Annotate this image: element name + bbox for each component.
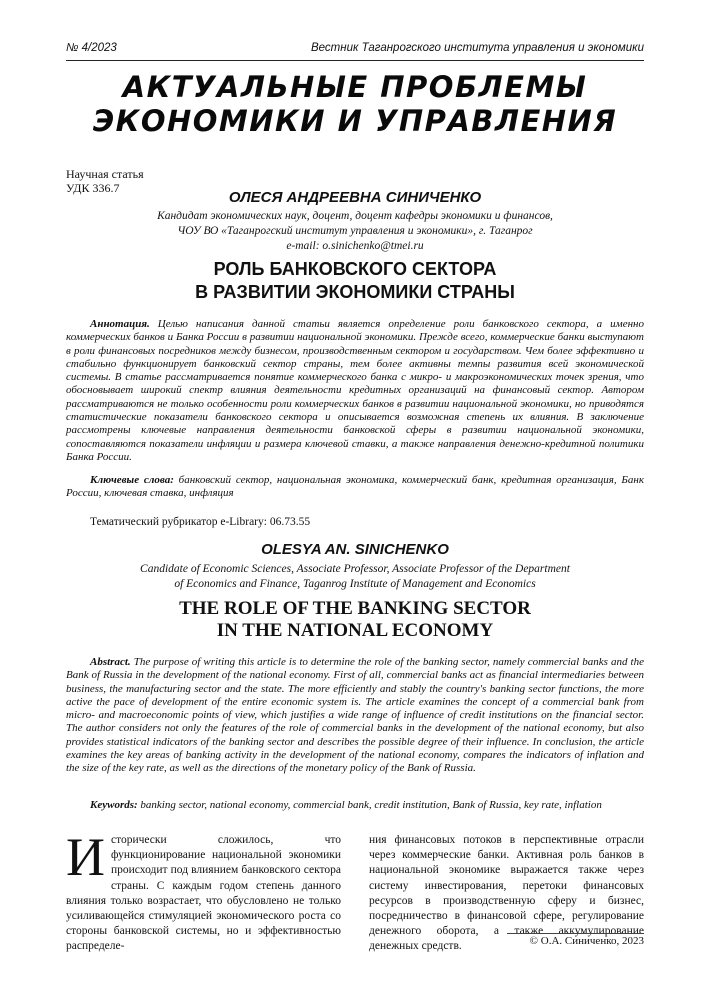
affiliation-ru-line2: ЧОУ ВО «Таганрогский институт управления и экономики», г. Таганрог [177, 225, 533, 237]
author-email: e-mail: o.sinichenko@tmei.ru [286, 240, 424, 252]
article-title-ru-line2: В РАЗВИТИИ ЭКОНОМИКИ СТРАНЫ [195, 282, 515, 302]
body-column-left [66, 827, 341, 955]
article-title-en-line1: THE ROLE OF THE BANKING SECTOR [179, 598, 531, 619]
header-rule [66, 60, 644, 61]
affiliation-en-line1: Candidate of Economic Sciences, Associate Professor, Associate Professor of the Department [140, 563, 570, 575]
journal-name: Вестник Таганрогского института управления и экономики [311, 42, 644, 54]
abstract-en-text: The purpose of writing this article is to determine the role of the banking sector, namely commercial banks and the Bank of Russia in the development of the national economy. First of all, commercial banks act as financial intermediaries between business, the manufacturing sector and the state. The more efficiently and stably the country's banking sector functions, the more active the pace of development of the entire economic system is. The article examines the concept of a commercial bank from micro- and macroeconomic points of view, which justifies a wide range of influence of credit institutions on the financial sector. The author considers not only the features of the role of commercial banks in the development of the national economy, but also provides statistical indicators of the banking sector and describes the possible degree of their influence. In conclusion, the article examines the key areas of banking activity in the development of the national economy, compares the indicators of inflation and the size of the key rate, as well as the directions of the monetary policy of the Bank of Russia. [66, 656, 644, 775]
section-title-line2: ЭКОНОМИКИ И УПРАВЛЕНИЯ [92, 104, 618, 138]
keywords-en [66, 799, 644, 812]
abstract-en-label: Abstract. [90, 656, 131, 668]
copyright-notice: © О.А. Синиченко, 2023 [529, 935, 644, 947]
keywords-en-label: Keywords: [90, 799, 138, 811]
author-name-en: OLESYA AN. SINICHENKO [261, 541, 449, 558]
drop-cap: И [66, 827, 105, 887]
article-title-ru-line1: РОЛЬ БАНКОВСКОГО СЕКТОРА [213, 259, 497, 279]
keywords-ru [66, 474, 644, 501]
body-right-text: ния финансовых потоков в перспективные отрасли через коммерческие банки. Активная роль банков в национальной экономике выражается также через систему инвестирования, перетоки финансовых ресурсов в производственную сферу и бизнес, посредничество в финансовой сфере, регулирование денежного оборота, а также аккумулирование денежных средств. [369, 834, 644, 953]
abstract-ru [66, 318, 644, 464]
issue-number: № 4/2023 [66, 42, 117, 54]
article-title-en [66, 598, 644, 642]
udc-code: УДК 336.7 [66, 181, 120, 195]
keywords-en-text: banking sector, national economy, commercial bank, credit institution, Bank of Russia, key rate, inflation [137, 799, 602, 811]
article-type: Научная статья [66, 167, 144, 181]
rubric-code: Тематический рубрикатор e-Library: 06.73.55 [90, 516, 311, 528]
abstract-ru-text: Целью написания данной статьи является определение роли банковского сектора, а именно коммерческих банков и Банка России в развитии национальной экономики. Прежде всего, коммерческие банки выступают в роли финансовых посредников между бизнесом, производственным сектором и государством. Чем более эффективно и стабильно функционирует банковский сектор страны, тем более активны темпы развития всей экономической системы. В статье рассматривается понятие коммерческого банка с микро- и макроэкономических точек зрения, что обосновывает широкий спектр влияния деятельности кредитных организаций на финансовый сектор. Автором рассматриваются не только особенности роли коммерческих банков в развитии национальной экономики, но приводятся статистические показатели банковского сектора и описывается возможная степень их влияния. В заключение рассмотрены ключевые направления деятельности банковской сферы в развитии национальной экономики, сопоставляются показатели инфляции и размера ключевой ставки, а также направления денежно-кредитной политики Банка России. [66, 318, 644, 463]
copyright-rule [507, 933, 644, 934]
affiliation-en-line2: of Economics and Finance, Taganrog Institute of Management and Economics [174, 578, 536, 590]
article-title-en-line2: IN THE NATIONAL ECONOMY [216, 620, 494, 641]
author-name-ru: ОЛЕСЯ АНДРЕЕВНА СИНИЧЕНКО [228, 189, 482, 206]
section-title-line1: АКТУАЛЬНЫЕ ПРОБЛЕМЫ [122, 70, 588, 104]
affiliation-ru-line1: Кандидат экономических наук, доцент, доцент кафедры экономики и финансов, [157, 210, 553, 222]
article-title-ru [66, 258, 644, 304]
running-header [66, 42, 644, 54]
abstract-ru-label: Аннотация. [90, 318, 150, 330]
body-left-text: сторически сложилось, что функционирование национальной экономики происходит под влиянием банковского сектора страны. С каждым годом степень данного влияния только возрастает, что обусловлено не только усиливающейся стимуляцией экономического роста со стороны банковской системы, но и эффективностью распределе- [66, 834, 341, 953]
abstract-en [66, 656, 644, 776]
keywords-ru-text: банковский сектор, национальная экономика, коммерческий банк, кредитная организация, Банк России, ключевая ставка, инфляция [66, 474, 644, 500]
section-title [40, 70, 670, 138]
keywords-ru-label: Ключевые слова: [90, 474, 174, 486]
